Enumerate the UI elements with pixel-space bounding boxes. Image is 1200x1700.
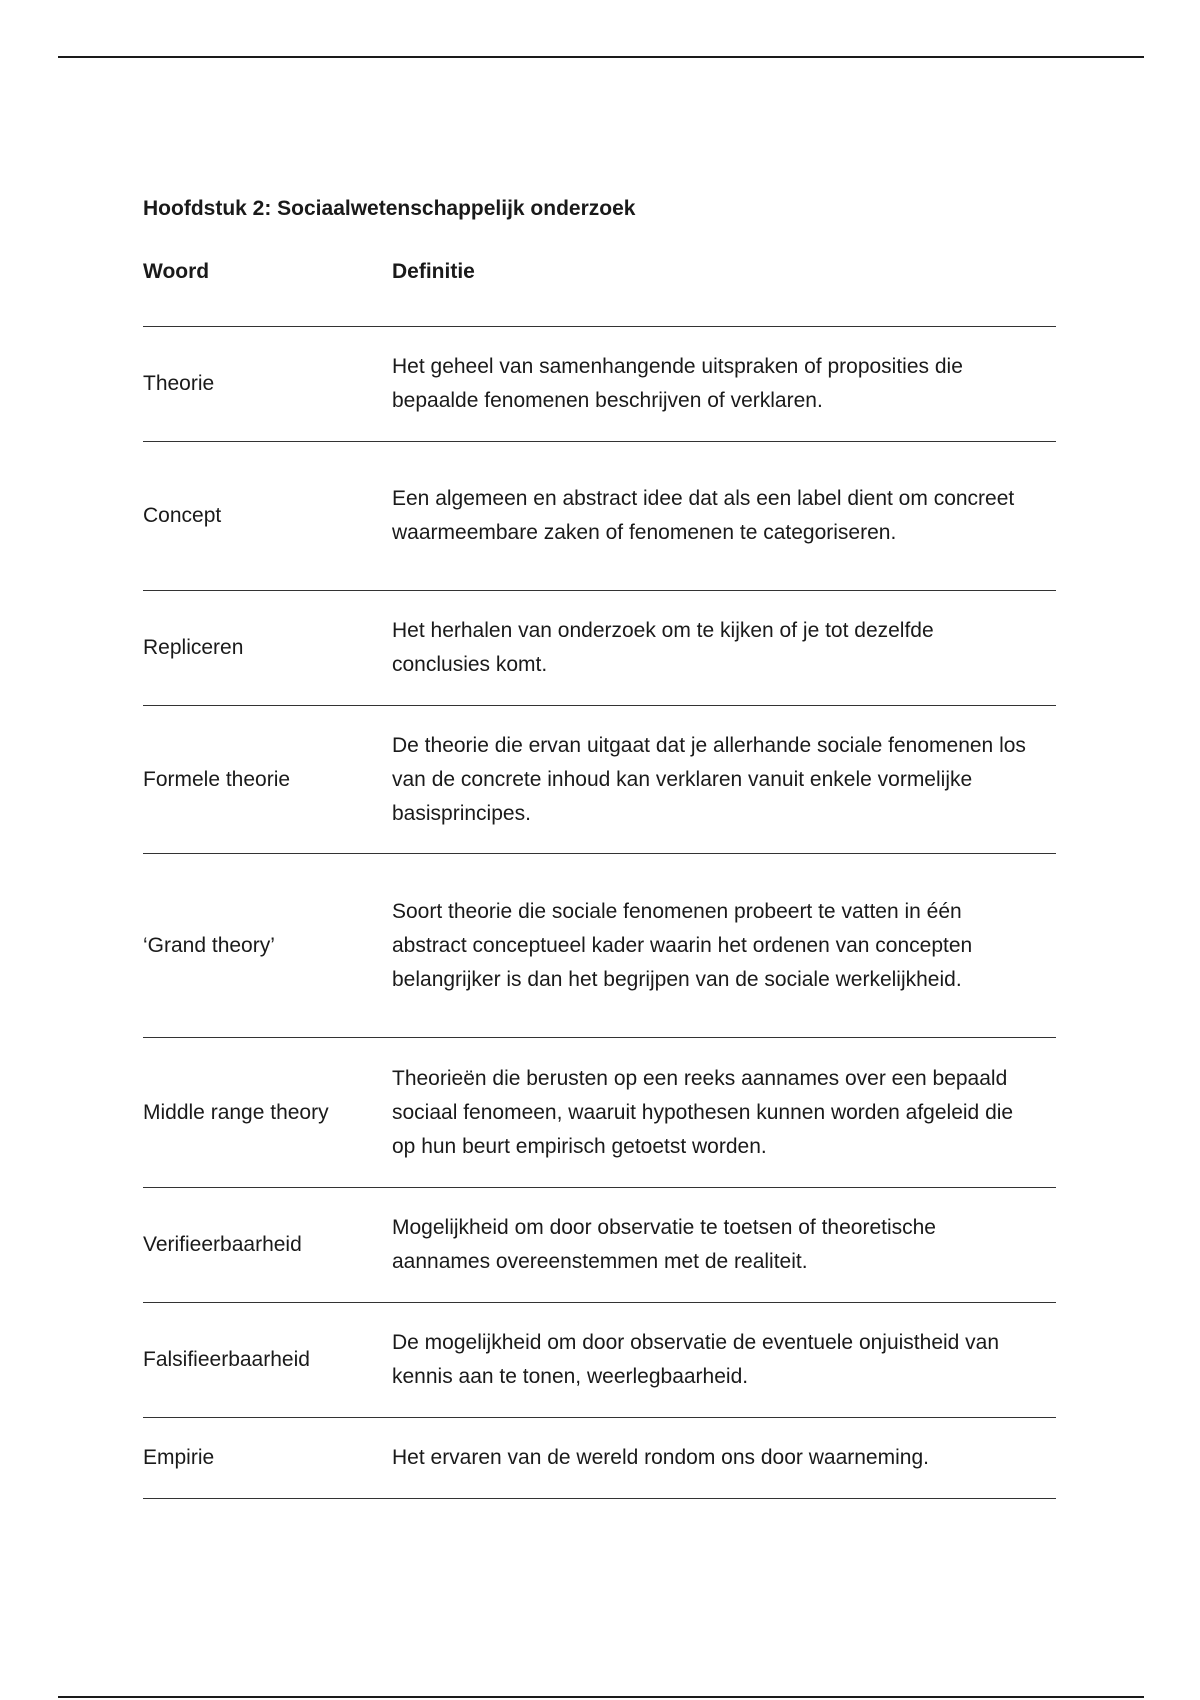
glossary-table [143, 326, 1056, 1499]
glossary-row-concept [143, 442, 1056, 591]
definition: Mogelijkheid om door observatie te toetsen of theoretische aannames overeenstemmen met de realiteit. [392, 1216, 936, 1273]
glossary-row-theorie [143, 326, 1056, 442]
glossary-row-grand-theory [143, 854, 1056, 1038]
definition: Een algemeen en abstract idee dat als een label dient om concreet waarmeembare zaken of fenomenen te categoriseren. [392, 487, 1015, 544]
definition: Het ervaren van de wereld rondom ons door waarneming. [392, 1446, 929, 1469]
term: Formele theorie [143, 767, 291, 791]
page-bottom-rule [58, 1696, 1144, 1698]
column-header-word: Woord [143, 260, 210, 283]
definition: Soort theorie die sociale fenomenen probeert te vatten in één abstract conceptueel kader waarin het ordenen van concepten belangrijker is dan het begrijpen van de sociale werkelijkheid. [392, 899, 973, 991]
definition: Het herhalen van onderzoek om te kijken of je tot dezelfde conclusies komt. [392, 619, 934, 676]
glossary-row-formele-theorie [143, 706, 1056, 854]
definition: De theorie die ervan uitgaat dat je allerhande sociale fenomenen los van de concrete inhoud kan verklaren vanuit enkele vormelijke basisprincipes. [392, 733, 1026, 825]
chapter-title: Hoofdstuk 2: Sociaalwetenschappelijk onderzoek [143, 197, 636, 220]
term: Concept [143, 504, 222, 527]
page-top-rule [58, 56, 1144, 58]
term: Middle range theory [143, 1100, 329, 1124]
glossary-row-middle-range-theory [143, 1038, 1056, 1188]
term: Verifieerbaarheid [143, 1233, 302, 1256]
table-header [143, 260, 1056, 327]
term: Falsifieerbaarheid [143, 1348, 310, 1371]
term: Theorie [143, 371, 215, 395]
term: ‘Grand theory’ [143, 933, 275, 957]
definition: Het geheel van samenhangende uitspraken of proposities die bepaalde fenomenen beschrijven of verklaren. [392, 354, 963, 412]
term: Empirie [143, 1446, 215, 1469]
definition: De mogelijkheid om door observatie de eventuele onjuistheid van kennis aan te tonen, weerlegbaarheid. [392, 1331, 1000, 1388]
glossary-row-verifieerbaarheid [143, 1188, 1056, 1303]
term: Repliceren [143, 636, 244, 659]
column-header-definition: Definitie [392, 260, 475, 283]
definition: Theorieën die berusten op een reeks aannames over een bepaald sociaal fenomeen, waaruit hypothesen kunnen worden afgeleid die op hun beurt empirisch getoetst worden. [392, 1066, 1014, 1158]
glossary-row-empirie [143, 1418, 1056, 1499]
glossary-row-repliceren [143, 591, 1056, 706]
glossary-row-falsifieerbaarheid [143, 1303, 1056, 1418]
